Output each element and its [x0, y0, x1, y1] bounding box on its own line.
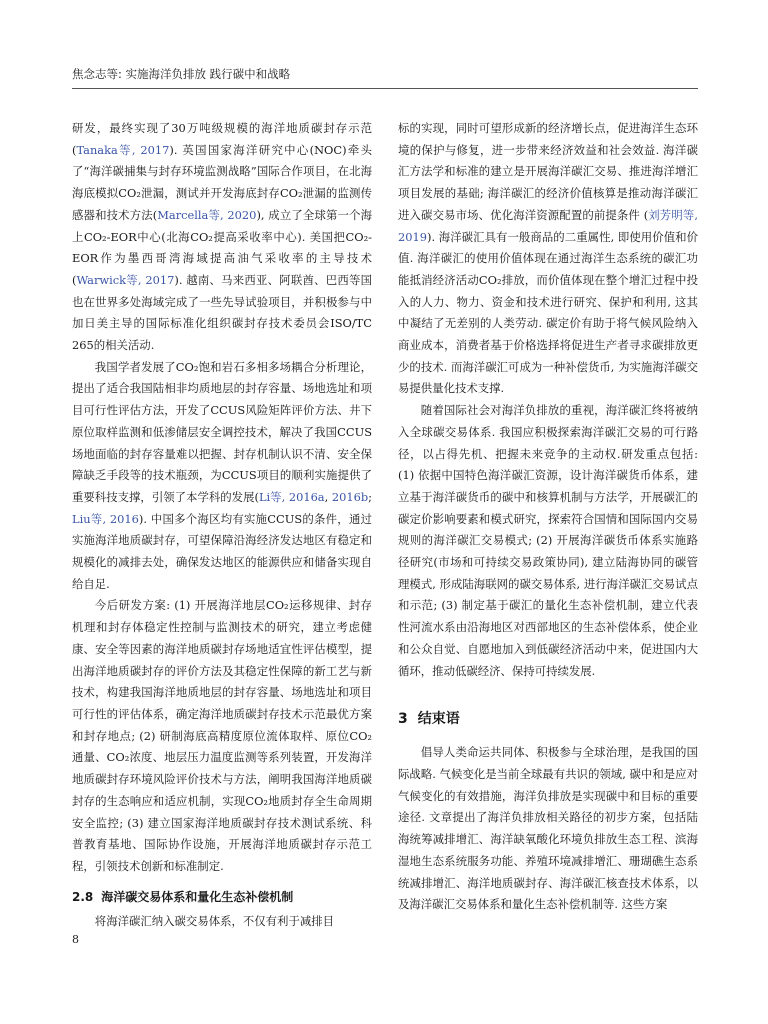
- section-heading-3: [398, 708, 698, 730]
- text-run: ). 中国多个海区均有实施CCUS的条件，通过实施海洋地质碳封存，可望保障沿海经济发达地区有稳定和规模化的减排去处，确保发达地区的能源供应和储备实现自给自足.: [72, 511, 372, 591]
- citation-link[interactable]: Tanaka等, 2017: [76, 142, 170, 157]
- section-heading-2-8: [72, 887, 372, 907]
- section-title: 结束语: [417, 711, 460, 728]
- page-number: 8: [72, 933, 79, 946]
- right-paragraph-3: 倡导人类命运共同体、积极参与全球治理，是我国的国际战略. 气候变化是当前全球最有共识的领域, 碳中和是应对气候变化的有效措施，海洋负排放是实现碳中和目标的重要途径. 文章提出了海洋负排放相关路径的初步方案，包括陆海统筹减排增汇、海洋缺氧酸化环境负排放生态工程、滨海湿地生态系统服务功能、养殖环境减排增汇、珊瑚礁生态系统减排增汇、海洋地质碳封存、海洋碳汇核查技术体系，以及海洋碳汇交易体系和量化生态补偿机制等. 这些方案: [398, 745, 698, 912]
- citation-link[interactable]: Warwick等, 2017: [76, 272, 175, 287]
- text-run: ). 越南、马来西亚、阿联酋、巴西等国也在世界多处海域完成了一些先导试验项目，并积极参与中加日美主导的国际标准化组织碳封存技术委员会ISO/TC 265的相关活动.: [72, 272, 372, 353]
- left-paragraph-1: [72, 118, 372, 357]
- text-run: 我国学者发展了CO₂饱和岩石多相多场耦合分析理论，提出了适合我国陆相非均质地层的封存容量、场地选址和项目可行性评估方法，开发了CCUS风险矩阵评价方法、井下原位取样监测和低渗储层安全调控技术，解决了我国CCUS场地面临的封存容量难以把握、封存机制认识不清、安全保障缺乏手段等的技术瓶颈，为CCUS项目的顺利实施提供了重要科技支撑，引领了本学科的发展(: [72, 359, 372, 504]
- citation-link[interactable]: Marcella等, 2020: [157, 207, 257, 222]
- section-title: 海洋碳交易体系和量化生态补偿机制: [101, 889, 294, 904]
- text-run: ). 英国国家海洋研究中心(NOC)牵头了“海洋碳捕集与封存环境监测战略”国际合作项目，在北海海底模拟CO₂泄漏，测试并开发海底封存CO₂泄漏的监测传感器和技术方法(: [72, 142, 372, 222]
- text-run: 标的实现，同时可望形成新的经济增长点，促进海洋生态环境的保护与修复，进一步带来经济效益和社会效益. 海洋碳汇方法学和标准的建立是开展海洋碳汇交易、推进海洋增汇项目发展的基础; 海洋碳汇的经济价值核算是推动海洋碳汇进入碳交易市场、优化海洋资源配置的前提条件 (: [398, 121, 698, 222]
- citation-link[interactable]: 刘芳明等, 2019: [398, 207, 698, 244]
- running-title: 焦念志等: 实施海洋负排放 践行碳中和战略: [72, 67, 291, 81]
- text-run: ). 海洋碳汇具有一般商品的二重属性, 即使用价值和价值. 海洋碳汇的使用价值体现在通过海洋生态系统的碳汇功能抵消经济活动CO₂排放，而价值体现在整个增汇过程中投入的人力、物力、资金和技术进行研究、保护和利用, 这其中凝结了无差别的人类劳动. 碳定价有助于将气候风险纳入商业成本，消费者基于价格选择将促进生产者寻求碳排放更少的技术. 而海洋碳汇可成为一种补偿货币, 为实施海洋碳交易提供量化技术支撑.: [398, 229, 698, 396]
- citation-link[interactable]: Li等, 2016a: [258, 489, 325, 504]
- text-run: ;: [368, 489, 372, 504]
- right-column: [398, 118, 698, 916]
- left-column: [72, 118, 372, 932]
- text-run: ), 成立了全球第一个海上CO₂-EOR中心(北海CO₂提高采收率中心). 美国把CO₂-EOR作为墨西哥湾海域提高油气采收率的主导技术(: [72, 207, 373, 287]
- section-number: 2.8: [72, 889, 94, 904]
- text-run: ,: [324, 489, 332, 504]
- section-number: 3: [398, 711, 408, 728]
- left-paragraph-3: 今后研发方案: (1) 开展海洋地层CO₂运移规律、封存机理和封存体稳定性控制与监测技术的研究，建立考虑健康、安全等因素的海洋地质碳封存场地适宜性评估模型，提出海洋地质碳封存的评价方法及其稳定性保障的新工艺与新技术，构建我国海洋地质地层的封存容量、场地选址和项目可行性的评估体系，确定海洋地质碳封存技术示范最优方案和封存地点; (2) 研制海底高精度原位流体取样、原位CO₂通量、CO₂浓度、地层压力温度监测等系列装置，开发海洋地质碳封存环境风险评价技术与方法，阐明我国海洋地质碳封存的生态响应和适应机制，实现CO₂地质封存全生命周期安全监控; (3) 建立国家海洋地质碳封存技术测试系统、科普教育基地、国际协作设施，开展海洋地质碳封存示范工程，引领技术创新和标准制定.: [72, 598, 372, 873]
- right-paragraph-1: [398, 118, 698, 400]
- header-rule: [72, 88, 698, 89]
- right-paragraph-2: 随着国际社会对海洋负排放的重视，海洋碳汇终将被纳入全球碳交易体系. 我国应积极探索海洋碳汇交易的可行路径，以占得先机、把握未来竞争的主动权.研发重点包括: (1) 依据中国特色海洋碳汇资源，设计海洋碳货币体系，建立基于海洋碳货币的碳中和核算机制与方法学，开展碳汇的碳定价影响要素和模式研究，探索符合国情和国际国内交易规则的海洋碳汇交易模式; (2) 开展海洋碳货币体系实施路径研究(市场和可持续交易政策协同), 建立陆海协同的碳管理模式, 形成陆海联网的碳交易体系, 进行海洋碳汇交易试点和示范; (3) 制定基于碳汇的量化生态补偿机制，建立代表性河流水系由沿海地区对西部地区的生态补偿体系，使企业和公众自觉、自愿地加入到低碳经济活动中来，促进国内大循环，推动低碳经济、保持可持续发展.: [398, 403, 698, 678]
- citation-link[interactable]: Liu等, 2016: [72, 511, 139, 526]
- citation-link[interactable]: 2016b: [331, 489, 369, 504]
- left-paragraph-2: [72, 357, 372, 596]
- text-run: 研发，最终实现了30万吨级规模的海洋地质碳封存示范(: [72, 121, 372, 157]
- left-paragraph-4: 将海洋碳汇纳入碳交易体系，不仅有利于减排目: [94, 913, 335, 928]
